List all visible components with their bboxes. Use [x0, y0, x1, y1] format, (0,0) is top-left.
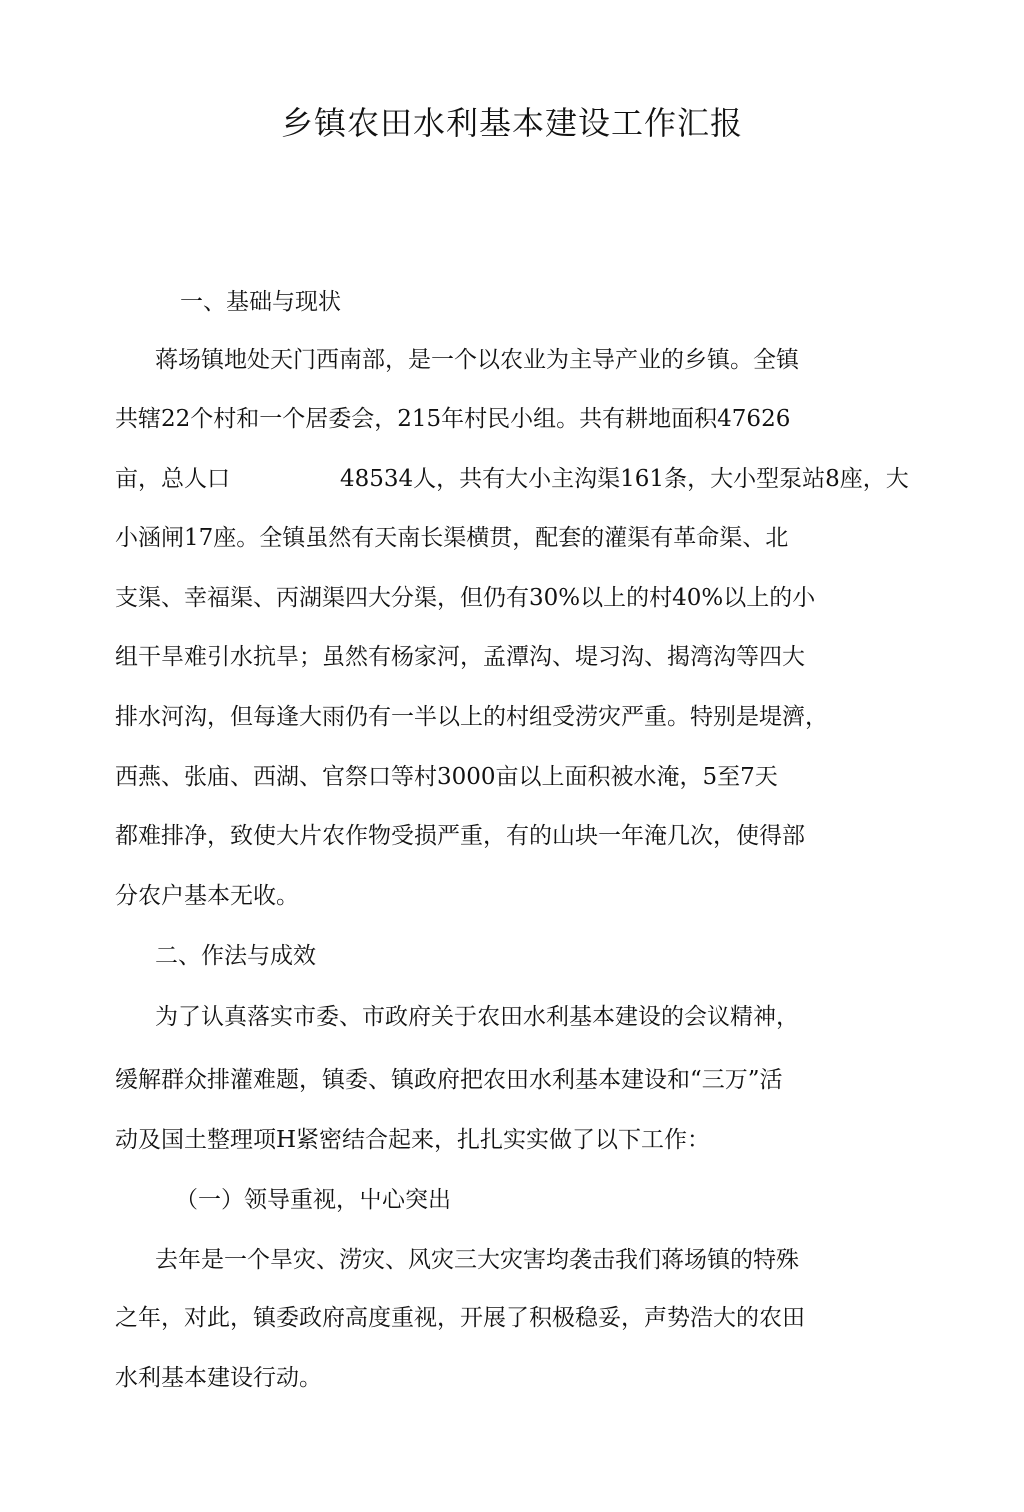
paragraph-line: 支渠、幸福渠、丙湖渠四大分渠，但仍有30%以上的村40%以上的小 [115, 585, 816, 611]
section-heading-1: 一、基础与现状 [180, 289, 341, 315]
paragraph-line: 缓解群众排灌难题，镇委、镇政府把农田水利基本建设和“三万”活 [115, 1067, 783, 1093]
paragraph-line: 48534人，共有大小主沟渠161条，大小型泵站8座，大 [340, 466, 909, 492]
paragraph-line: 水利基本建设行动。 [115, 1365, 322, 1391]
paragraph-line: 之年，对此，镇委政府高度重视，开展了积极稳妥，声势浩大的农田 [115, 1305, 805, 1331]
section-heading-2: 二、作法与成效 [155, 943, 316, 969]
paragraph-line: 组干旱难引水抗旱；虽然有杨家河，孟潭沟、堤习沟、揭湾沟等四大 [115, 644, 805, 670]
paragraph-line: 排水河沟，但每逢大雨仍有一半以上的村组受涝灾严重。特别是堤濟， [115, 704, 828, 730]
document-title: 乡镇农田水利基本建设工作汇报 [280, 104, 743, 142]
paragraph-line: 西燕、张庙、西湖、官祭口等村3000亩以上面积被水淹，5至7天 [115, 764, 778, 790]
paragraph-line: 去年是一个旱灾、涝灾、风灾三大灾害均袭击我们蒋场镇的特殊 [155, 1247, 799, 1273]
paragraph-line: 亩，总人口 [115, 466, 230, 492]
paragraph-line: 分农户基本无收。 [115, 883, 299, 909]
subsection-heading-1: （一）领导重视，屮心突出 [175, 1187, 451, 1213]
paragraph-line: 动及国土整理项H紧密结合起来，扎扎实实做了以下工作： [115, 1127, 711, 1153]
paragraph-line: 都难排净，致使大片农作物受损严重，有的山块一年淹几次，使得部 [115, 823, 805, 849]
paragraph-line: 蒋场镇地处天门西南部，是一个以农业为主导产业的乡镇。全镇 [155, 347, 799, 373]
paragraph-line: 共辖22个村和一个居委会，215年村民小组。共有耕地面积47626 [115, 406, 791, 432]
paragraph-line: 为了认真落实市委、市政府关于农田水利基本建设的会议精神， [155, 1004, 799, 1030]
paragraph-line: 小涵闸17座。全镇虽然有天南长渠横贯，配套的灌渠有革命渠、北 [115, 525, 789, 551]
